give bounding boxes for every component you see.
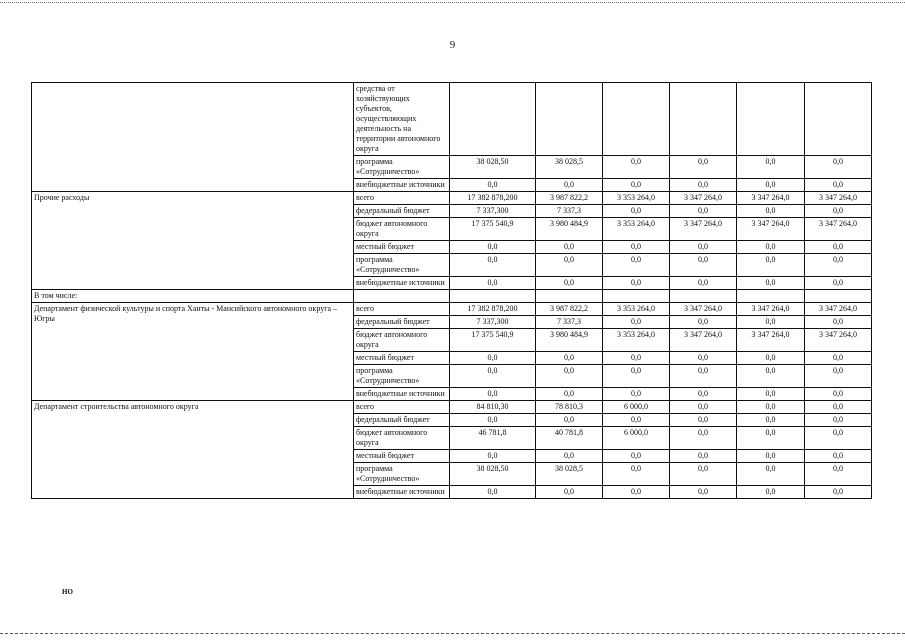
amount-cell: 0,0 (536, 486, 603, 499)
amount-cell: 0,0 (805, 365, 872, 388)
amount-cell (450, 83, 536, 156)
amount-cell: 7 337,3 (536, 316, 603, 329)
funding-source: программа «Сотрудничество» (354, 254, 450, 277)
budget-table-body (32, 83, 872, 499)
funding-source: бюджет автономного округа (354, 218, 450, 241)
amount-cell: 0,0 (670, 388, 737, 401)
amount-cell: 0,0 (450, 241, 536, 254)
amount-cell: 3 353 264,0 (603, 329, 670, 352)
amount-cell: 0,0 (450, 365, 536, 388)
funding-source: бюджет автономного округа (354, 427, 450, 450)
amount-cell: 46 781,8 (450, 427, 536, 450)
amount-cell: 0,0 (737, 179, 805, 192)
amount-cell: 0,0 (603, 463, 670, 486)
amount-cell: 3 347 264,0 (670, 218, 737, 241)
amount-cell: 0,0 (805, 277, 872, 290)
table-row (32, 83, 872, 156)
amount-cell: 0,0 (603, 316, 670, 329)
amount-cell: 3 347 264,0 (670, 329, 737, 352)
funding-source: внебюджетные источники (354, 277, 450, 290)
amount-cell: 0,0 (450, 388, 536, 401)
subheading-row (32, 290, 872, 303)
funding-source: внебюджетные источники (354, 486, 450, 499)
amount-cell: 0,0 (737, 388, 805, 401)
funding-source: средства от хозяйствующих субъектов, осуществляющих деятельность на территории автономного округа (354, 83, 450, 156)
funding-source: местный бюджет (354, 450, 450, 463)
amount-cell: 0,0 (536, 414, 603, 427)
section-title: Прочие расходы (32, 192, 354, 290)
amount-cell (670, 83, 737, 156)
amount-cell: 0,0 (805, 463, 872, 486)
amount-cell: 0,0 (450, 254, 536, 277)
amount-cell: 0,0 (805, 450, 872, 463)
amount-cell: 0,0 (737, 254, 805, 277)
funding-source: федеральный бюджет (354, 316, 450, 329)
amount-cell: 0,0 (805, 156, 872, 179)
amount-cell: 0,0 (603, 179, 670, 192)
amount-cell: 0,0 (805, 486, 872, 499)
amount-cell: 0,0 (536, 254, 603, 277)
amount-cell: 7 337,3 (536, 205, 603, 218)
amount-cell: 0,0 (670, 414, 737, 427)
empty-cell (450, 290, 536, 303)
amount-cell: 0,0 (450, 277, 536, 290)
amount-cell: 0,0 (737, 401, 805, 414)
empty-cell (737, 290, 805, 303)
amount-cell: 3 347 264,0 (737, 303, 805, 316)
amount-cell: 0,0 (603, 486, 670, 499)
amount-cell: 0,0 (737, 316, 805, 329)
funding-source: местный бюджет (354, 352, 450, 365)
amount-cell: 0,0 (536, 352, 603, 365)
amount-cell: 0,0 (737, 486, 805, 499)
amount-cell: 0,0 (450, 179, 536, 192)
amount-cell: 0,0 (805, 352, 872, 365)
budget-table (31, 82, 872, 499)
funding-source: всего (354, 192, 450, 205)
amount-cell: 3 347 264,0 (805, 329, 872, 352)
amount-cell: 17 375 540,9 (450, 329, 536, 352)
amount-cell: 3 347 264,0 (737, 218, 805, 241)
subheading-text: В том числе: (32, 290, 354, 303)
amount-cell: 0,0 (805, 316, 872, 329)
empty-cell (354, 290, 450, 303)
funding-source: федеральный бюджет (354, 414, 450, 427)
amount-cell: 0,0 (737, 414, 805, 427)
amount-cell: 7 337,300 (450, 205, 536, 218)
amount-cell: 0,0 (737, 463, 805, 486)
amount-cell: 38 028,50 (450, 156, 536, 179)
amount-cell: 0,0 (737, 450, 805, 463)
table-row (32, 192, 872, 205)
amount-cell: 38 028,5 (536, 156, 603, 179)
amount-cell: 0,0 (805, 427, 872, 450)
funding-source: программа «Сотрудничество» (354, 156, 450, 179)
amount-cell: 38 028,5 (536, 463, 603, 486)
amount-cell: 0,0 (737, 352, 805, 365)
amount-cell: 0,0 (670, 427, 737, 450)
funding-source: федеральный бюджет (354, 205, 450, 218)
amount-cell: 0,0 (737, 156, 805, 179)
empty-cell (670, 290, 737, 303)
amount-cell: 0,0 (603, 352, 670, 365)
amount-cell: 0,0 (603, 254, 670, 277)
amount-cell: 0,0 (670, 156, 737, 179)
amount-cell: 6 000,0 (603, 401, 670, 414)
amount-cell: 0,0 (670, 254, 737, 277)
amount-cell: 3 347 264,0 (805, 303, 872, 316)
amount-cell: 7 337,300 (450, 316, 536, 329)
empty-cell (536, 290, 603, 303)
funding-source: внебюджетные источники (354, 388, 450, 401)
funding-source: программа «Сотрудничество» (354, 463, 450, 486)
amount-cell: 0,0 (450, 352, 536, 365)
funding-source: программа «Сотрудничество» (354, 365, 450, 388)
scan-bottom-edge (0, 633, 905, 634)
funding-source: бюджет автономного округа (354, 329, 450, 352)
amount-cell: 0,0 (670, 241, 737, 254)
amount-cell: 0,0 (737, 427, 805, 450)
amount-cell: 0,0 (536, 241, 603, 254)
amount-cell: 0,0 (603, 414, 670, 427)
amount-cell: 0,0 (670, 205, 737, 218)
amount-cell: 3 347 264,0 (805, 218, 872, 241)
amount-cell: 0,0 (536, 365, 603, 388)
amount-cell: 0,0 (536, 450, 603, 463)
amount-cell: 0,0 (670, 352, 737, 365)
amount-cell: 0,0 (603, 156, 670, 179)
amount-cell: 0,0 (805, 241, 872, 254)
amount-cell: 0,0 (670, 463, 737, 486)
page-number: 9 (449, 39, 456, 51)
amount-cell: 3 347 264,0 (737, 329, 805, 352)
amount-cell: 0,0 (450, 450, 536, 463)
amount-cell: 3 347 264,0 (670, 192, 737, 205)
amount-cell: 0,0 (670, 450, 737, 463)
table-row (32, 303, 872, 316)
empty-cell (603, 290, 670, 303)
amount-cell: 0,0 (737, 205, 805, 218)
amount-cell: 0,0 (450, 486, 536, 499)
amount-cell (737, 83, 805, 156)
funding-source: внебюджетные источники (354, 179, 450, 192)
amount-cell: 3 987 822,2 (536, 303, 603, 316)
amount-cell: 0,0 (603, 205, 670, 218)
amount-cell: 0,0 (737, 365, 805, 388)
amount-cell: 0,0 (603, 277, 670, 290)
amount-cell: 17 382 878,200 (450, 192, 536, 205)
amount-cell (805, 83, 872, 156)
amount-cell: 38 028,50 (450, 463, 536, 486)
amount-cell: 3 353 264,0 (603, 303, 670, 316)
funding-source: всего (354, 303, 450, 316)
amount-cell: 0,0 (805, 388, 872, 401)
amount-cell: 84 810,30 (450, 401, 536, 414)
section-title: Департамент физической культуры и спорта Ханты - Мансийского автономного округа – Югры (32, 303, 354, 401)
amount-cell: 3 980 484,9 (536, 329, 603, 352)
amount-cell: 3 980 484,9 (536, 218, 603, 241)
amount-cell: 0,0 (536, 388, 603, 401)
amount-cell: 17 375 540,9 (450, 218, 536, 241)
amount-cell: 0,0 (670, 365, 737, 388)
empty-cell (805, 290, 872, 303)
amount-cell: 0,0 (450, 414, 536, 427)
amount-cell: 0,0 (670, 179, 737, 192)
amount-cell: 0,0 (805, 205, 872, 218)
amount-cell: 0,0 (603, 450, 670, 463)
section-title (32, 83, 354, 192)
amount-cell: 0,0 (603, 365, 670, 388)
amount-cell: 0,0 (536, 277, 603, 290)
funding-source: местный бюджет (354, 241, 450, 254)
amount-cell: 0,0 (805, 414, 872, 427)
amount-cell: 0,0 (670, 277, 737, 290)
amount-cell: 0,0 (670, 486, 737, 499)
amount-cell (536, 83, 603, 156)
amount-cell: 17 382 878,200 (450, 303, 536, 316)
amount-cell: 3 987 822,2 (536, 192, 603, 205)
amount-cell: 0,0 (805, 401, 872, 414)
amount-cell: 40 781,8 (536, 427, 603, 450)
scan-top-edge (0, 2, 905, 3)
funding-source: всего (354, 401, 450, 414)
amount-cell: 78 810,3 (536, 401, 603, 414)
amount-cell: 3 353 264,0 (603, 192, 670, 205)
table-row (32, 401, 872, 414)
amount-cell: 0,0 (670, 401, 737, 414)
amount-cell: 3 347 264,0 (805, 192, 872, 205)
amount-cell: 0,0 (603, 241, 670, 254)
amount-cell: 3 353 264,0 (603, 218, 670, 241)
amount-cell: 0,0 (603, 388, 670, 401)
amount-cell: 3 347 264,0 (670, 303, 737, 316)
footer-mark: НО (62, 588, 73, 596)
amount-cell: 0,0 (536, 179, 603, 192)
amount-cell: 0,0 (737, 241, 805, 254)
amount-cell: 0,0 (805, 254, 872, 277)
amount-cell: 6 000,0 (603, 427, 670, 450)
amount-cell: 3 347 264,0 (737, 192, 805, 205)
amount-cell: 0,0 (670, 316, 737, 329)
amount-cell (603, 83, 670, 156)
section-title: Департамент строительства автономного округа (32, 401, 354, 499)
amount-cell: 0,0 (737, 277, 805, 290)
amount-cell: 0,0 (805, 179, 872, 192)
